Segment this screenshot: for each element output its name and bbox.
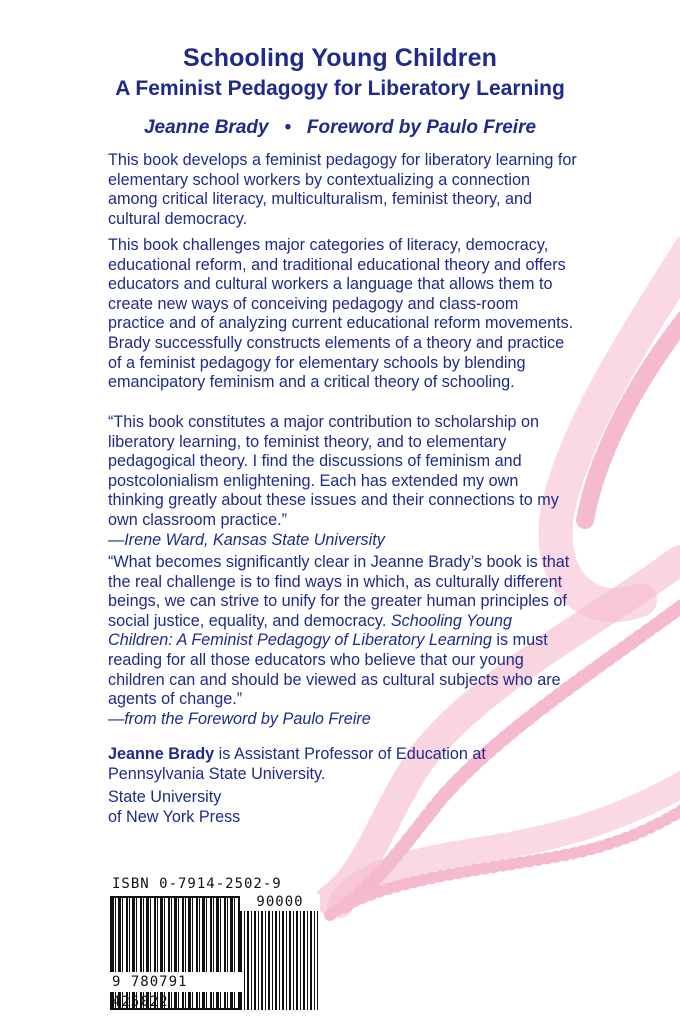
bio-text: is Assistant Professor of Education at Pennsylvania State University. (108, 745, 486, 783)
book-subtitle: A Feminist Pedagogy for Liberatory Learning (115, 77, 565, 100)
quote-attribution: —from the Foreword by Paulo Freire (108, 709, 371, 728)
review-quote-ward (108, 413, 578, 550)
publisher-line-1: State University (108, 788, 222, 806)
publisher-imprint (108, 788, 578, 827)
quote-text: “This book constitutes a major contribution to scholarship on liberatory learning, to feminist theory, and to elementary pedagogical theory. I find the discussions of feminism and postcolonialism enlightening. Each has extended my own thinking greatly about these issues and their connections to my own classroom practice.” (108, 413, 559, 529)
description-paragraph-2: This book challenges major categories of literacy, democracy, educational reform, and traditional educational theory and offers educators and cultural workers a language that allows them to create new ways of conceiving pedagogy and class-room practice and of analyzing current educational reform movements. Brady successfully constructs elements of a theory and practice of a feminist pedagogy for elementary schools by blending emancipatory feminism and a critical theory of schooling. (108, 236, 574, 392)
author-bio (108, 745, 578, 784)
publisher-line-2: of New York Press (108, 807, 241, 826)
quote-text: “What becomes significantly clear in Jeanne Brady’s book is that the real challenge is to find ways in which, as culturally different beings, we can strive to unify for the greater human principles of social justice, equality, and democracy. (108, 553, 570, 630)
author-name: Jeanne Brady (143, 117, 269, 138)
quote-attribution: —Irene Ward, Kansas State University (108, 530, 385, 549)
quoted-book-title: Schooling Young Children: A Feminist Pedagogy of Liberatory Learning (108, 611, 513, 650)
review-quote-freire (108, 553, 578, 729)
price-barcode (240, 910, 318, 1010)
byline (0, 117, 680, 139)
isbn-label: ISBN 0-7914-2502-9 (112, 876, 282, 892)
description-paragraph-1: This book develops a feminist pedagogy for liberatory learning for elementary school workers by contextualizing a connection among critical literacy, multiculturalism, feminist theory, and cultural democracy. (108, 151, 577, 228)
price-code: 90000 (240, 894, 320, 911)
foreword-credit: Foreword by Paulo Freire (306, 117, 537, 138)
quote-text-continued: is must reading for all those educators who believe that our young children can and should be viewed as cultural subjects who are agents of change.” (108, 631, 561, 709)
book-title: Schooling Young Children (183, 44, 497, 72)
byline-separator: • (284, 117, 292, 138)
ean-number: 9 780791 425022 (110, 972, 242, 992)
bio-author-name: Jeanne Brady (108, 745, 215, 763)
